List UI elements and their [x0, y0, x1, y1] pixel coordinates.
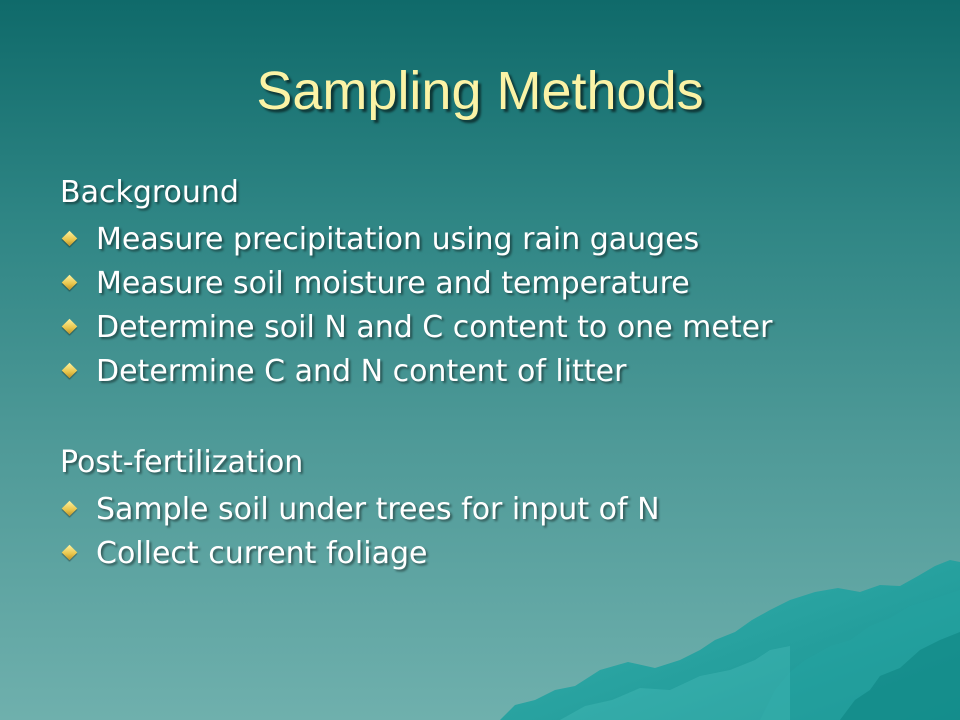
bullet-item — [60, 264, 920, 304]
bullet-text: Measure precipitation using rain gauges — [96, 222, 700, 257]
post-fertilization-bullet-list — [60, 490, 920, 574]
bullet-text: Determine C and N content of litter — [96, 354, 627, 389]
section-heading-background: Background — [60, 175, 239, 210]
section-heading-post-fertilization: Post-fertilization — [60, 445, 304, 480]
diamond-bullet-icon — [64, 321, 77, 334]
slide-title: Sampling Methods — [256, 61, 704, 121]
bullet-item — [60, 308, 920, 348]
diamond-bullet-icon — [64, 277, 77, 290]
bullet-item — [60, 352, 920, 392]
background-bullet-list — [60, 220, 920, 392]
bullet-item — [60, 534, 920, 574]
slide-body — [60, 170, 920, 574]
section-spacer — [60, 392, 920, 440]
bullet-text: Collect current foliage — [96, 536, 428, 571]
bullet-text: Measure soil moisture and temperature — [96, 266, 690, 301]
bullet-text: Sample soil under trees for input of N — [96, 492, 660, 527]
diamond-bullet-icon — [64, 547, 77, 560]
bullet-text: Determine soil N and C content to one meter — [96, 310, 773, 345]
bullet-item — [60, 220, 920, 260]
bullet-item — [60, 490, 920, 530]
diamond-bullet-icon — [64, 503, 77, 516]
diamond-bullet-icon — [64, 233, 77, 246]
diamond-bullet-icon — [64, 365, 77, 378]
